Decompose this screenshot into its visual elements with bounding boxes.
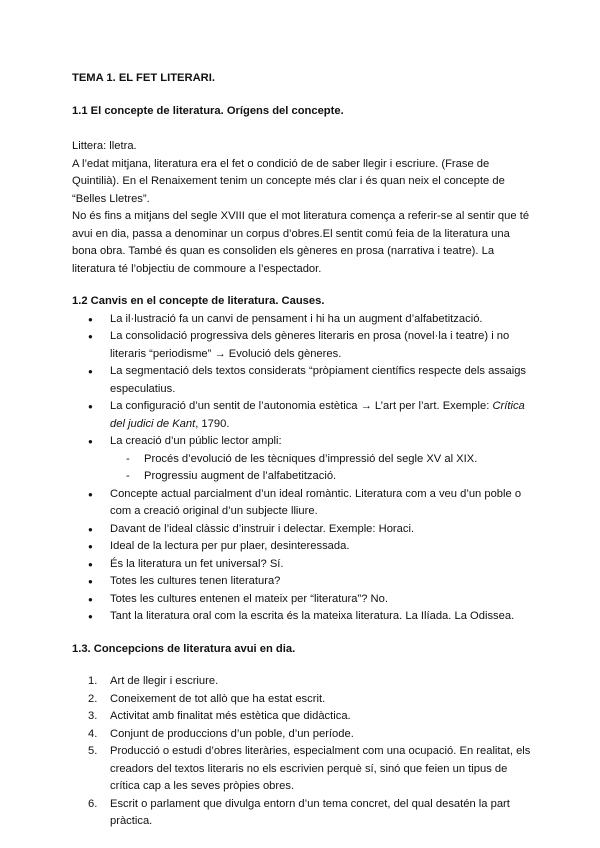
section-heading: 1.3. Concepcions de literatura avui en dia. bbox=[72, 642, 296, 655]
paragraph: A l’edat mitjana, literatura era el fet o condició de de saber llegir i escriure. (Frase de Quintilià). En el Renaixement tenim un concepte més clar i és quan neix el concepte de “Belles Lletres”. bbox=[72, 157, 505, 205]
list-item: ● Davant de l’ideal clàssic d’instruir i delectar. Exemple: Horaci. bbox=[72, 521, 532, 539]
list-item: ● Totes les cultures tenen literatura? bbox=[72, 573, 532, 591]
list-item-text: La creació d’un públic lector ampli: bbox=[110, 435, 282, 447]
section-1-3 bbox=[72, 641, 532, 831]
item-text: Escrit o parlament que divulga entorn d’un tema concret, del qual desatén la part pràctica. bbox=[110, 797, 510, 827]
section-1-2 bbox=[72, 293, 532, 626]
work-title: Crítica del judici de Kant bbox=[110, 400, 525, 430]
numbered-item bbox=[72, 708, 532, 726]
numbered-item bbox=[72, 726, 532, 744]
sub-list-item: - Procés d’evolució de les tècniques d’impressió del segle XV al XIX. bbox=[110, 451, 532, 469]
list-item-text: La configuració d’un sentit de l’autonomia estètica → L’art per l’art. Exemple: bbox=[110, 400, 493, 412]
section-1-1 bbox=[72, 103, 532, 279]
list-item: ● La segmentació dels textos considerats “pròpiament científics respecte dels assaigs especulatius. bbox=[72, 363, 532, 398]
numbered-item bbox=[72, 673, 532, 691]
document-page bbox=[72, 70, 532, 831]
item-number: 2. bbox=[88, 692, 98, 705]
section-heading: 1.1 El concepte de literatura. Orígens del concepte. bbox=[72, 104, 344, 117]
document-title: TEMA 1. EL FET LITERARI. bbox=[72, 72, 215, 84]
list-item: ● Totes les cultures entenen el mateix per “literatura”? No. bbox=[72, 591, 532, 609]
sub-list bbox=[110, 451, 532, 486]
list-item bbox=[72, 433, 532, 486]
item-text: Conjunt de produccions d’un poble, d’un període. bbox=[110, 727, 354, 740]
list-item: ● Tant la literatura oral com la escrita és la mateixa literatura. La Ilíada. La Odissea. bbox=[72, 608, 532, 626]
paragraph: No és fins a mitjans del segle XVIII que el mot literatura comença a referir-se al sentir que té avui en dia, passa a denominar un corpus d’obres.El sentit comú feia de la literatura una bona obra. També és quan es consoliden els gèneres en prosa (narrativa i teatre). La literatura té l’objectiu de commoure a l’espectador. bbox=[72, 210, 530, 275]
list-item: ● Ideal de la lectura per pur plaer, desinteressada. bbox=[72, 538, 532, 556]
list-item-text: , 1790. bbox=[195, 417, 230, 430]
item-number: 3. bbox=[88, 710, 98, 722]
numbered-item bbox=[72, 796, 532, 831]
numbered-list bbox=[72, 673, 532, 831]
item-number: 6. bbox=[88, 797, 98, 810]
item-text: Activitat amb finalitat més estètica que didàctica. bbox=[110, 710, 351, 722]
item-text: Producció o estudi d’obres literàries, especialment com una ocupació. En realitat, els creadors del textos literaris no els escrivien perquè sí, sinó que feien un tipus de crítica cap a les seves pròpies obres. bbox=[110, 745, 531, 792]
list-item bbox=[72, 398, 532, 433]
item-number: 1. bbox=[88, 675, 98, 687]
item-number: 5. bbox=[88, 745, 98, 757]
list-item: ● És la literatura un fet universal? Sí. bbox=[72, 556, 532, 574]
numbered-item bbox=[72, 743, 532, 796]
section-heading: 1.2 Canvis en el concepte de literatura. Causes. bbox=[72, 295, 325, 307]
numbered-item bbox=[72, 691, 532, 709]
item-text: Coneixement de tot allò que ha estat escrit. bbox=[110, 692, 326, 705]
bullet-list bbox=[72, 311, 532, 626]
list-item: ● Concepte actual parcialment d’un ideal romàntic. Literatura com a veu d’un poble o com a creació original d’un subjecte lliure. bbox=[72, 486, 532, 521]
sub-list-item: - Progressiu augment de l’alfabetització. bbox=[110, 468, 532, 486]
paragraph: Littera: lletra. bbox=[72, 140, 137, 152]
list-item: ● La consolidació progressiva dels gèneres literaris en prosa (novel·la i teatre) i no literaris “periodisme” → Evolució dels gèneres. bbox=[72, 328, 532, 363]
list-item: ● La il·lustració fa un canvi de pensament i hi ha un augment d’alfabetització. bbox=[72, 311, 532, 329]
item-text: Art de llegir i escriure. bbox=[110, 675, 219, 687]
item-number: 4. bbox=[88, 727, 98, 740]
